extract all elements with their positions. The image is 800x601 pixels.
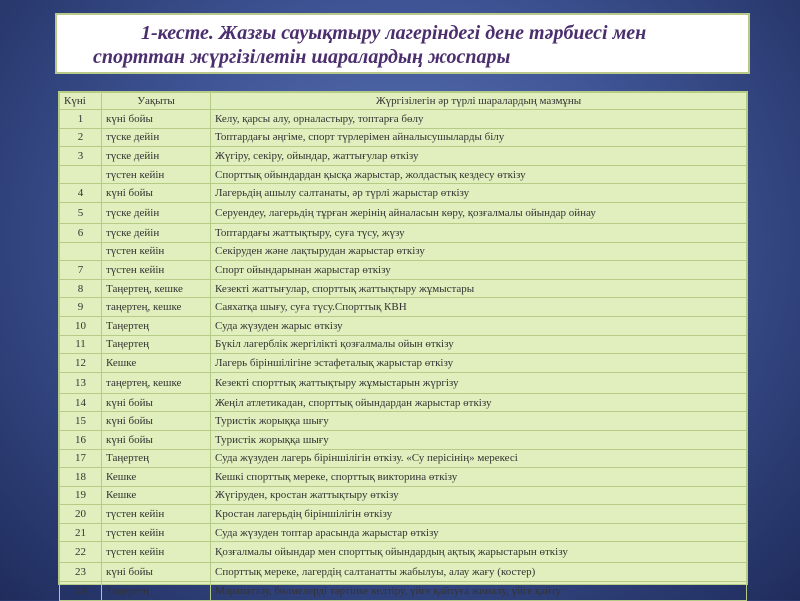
time-cell: түске дейін [102,223,211,242]
time-cell: күні бойы [102,110,211,129]
time-cell: Таңертең, кешке [102,279,211,298]
time-cell: түске дейін [102,147,211,166]
table-row [60,261,747,280]
table-row [60,582,747,601]
header-time: Уақыты [102,93,211,110]
day-cell: 18 [60,468,102,487]
day-cell: 5 [60,202,102,223]
content-cell: Суда жүзуден лагерь біріншілігін өткізу. «Су перісінің» мерекесі [211,449,747,468]
time-cell: Кешке [102,354,211,373]
content-cell: Топтардағы жаттықтыру, суға түсу, жүзу [211,223,747,242]
content-cell: Кростан лагерьдің біріншілігін өткізу [211,505,747,524]
content-cell: Лагерь біріншілігіне эстафеталық жарыстар өткізу [211,354,747,373]
day-cell: 16 [60,430,102,449]
content-cell: Марапаттау, бөлмелерді тәртіпке келтіру, үйге қайтуға жиналу, үйге қайту [211,582,747,601]
header-day: Күні [60,93,102,110]
time-cell: таңертең, кешке [102,298,211,317]
table-row [60,468,747,487]
content-cell: Кезекті спорттық жаттықтыру жұмыстарын жүргізу [211,372,747,393]
table-row [60,412,747,431]
title-line-2: спорттан жүргізілетін шаралардың жоспары [93,46,511,68]
table-row [60,542,747,563]
time-cell: Кешке [102,486,211,505]
time-cell: түстен кейін [102,242,211,261]
table-row [60,486,747,505]
content-cell: Бүкіл лагерблік жергілікті қозғалмалы ойын өткізу [211,335,747,354]
table-row [60,393,747,412]
time-cell: күні бойы [102,563,211,582]
content-cell: Спорт ойындарынан жарыстар өткізу [211,261,747,280]
content-cell: Кезекті жаттығулар, спорттық жаттықтыру жұмыстары [211,279,747,298]
day-cell [60,242,102,261]
day-cell: 23 [60,563,102,582]
table-row [60,523,747,542]
content-cell: Спорттық мереке, лагердің салтанатты жабылуы, алау жағу (костер) [211,563,747,582]
time-cell: түстен кейін [102,523,211,542]
day-cell: 8 [60,279,102,298]
title-line-1: 1-кесте. Жазғы сауықтыру лагеріндегі дене тәрбиесі мен [141,22,647,44]
time-cell: түстен кейін [102,261,211,280]
day-cell: 6 [60,223,102,242]
time-cell: түстен кейін [102,165,211,184]
table-row [60,563,747,582]
content-cell: Қозғалмалы ойындар мен спорттық ойындардың ақтық жарыстарын өткізу [211,542,747,563]
content-cell: Спорттық ойындардан қысқа жарыстар, жолдастық кездесу өткізу [211,165,747,184]
day-cell: 11 [60,335,102,354]
time-cell: түстен кейін [102,505,211,524]
content-cell: Серуендеу, лагерьдің тұрған жерінің айналасын көру, қозғалмалы ойындар ойнау [211,202,747,223]
day-cell: 13 [60,372,102,393]
content-cell: Суда жүзуден жарыс өткізу [211,316,747,335]
day-cell: 14 [60,393,102,412]
time-cell: түске дейін [102,202,211,223]
content-cell: Туристік жорыққа шығу [211,412,747,431]
content-cell: Жеңіл атлетикадан, спорттық ойындардан жарыстар өткізу [211,393,747,412]
table-row [60,184,747,203]
content-cell: Секіруден және лақтырудан жарыстар өткізу [211,242,747,261]
time-cell: Таңертең [102,582,211,601]
table-row [60,128,747,147]
day-cell: 1 [60,110,102,129]
table-row [60,505,747,524]
time-cell: Таңертең [102,449,211,468]
day-cell: 21 [60,523,102,542]
time-cell: таңертең, кешке [102,372,211,393]
day-cell: 3 [60,147,102,166]
content-cell: Жүгіру, секіру, ойындар, жаттығулар өткізу [211,147,747,166]
content-cell: Саяхатқа шығу, суға түсу.Спорттық КВН [211,298,747,317]
content-cell: Лагерьдің ашылу салтанаты, әр түрлі жарыстар өткізу [211,184,747,203]
day-cell: 4 [60,184,102,203]
title-box [55,13,750,74]
day-cell: 19 [60,486,102,505]
day-cell: 2 [60,128,102,147]
table-row [60,202,747,223]
time-cell: күні бойы [102,430,211,449]
day-cell: 20 [60,505,102,524]
table-row [60,354,747,373]
content-cell: Суда жүзуден топтар арасында жарыстар өткізу [211,523,747,542]
content-cell: Жүгіруден, кростан жаттықтыру өткізу [211,486,747,505]
table-row [60,279,747,298]
table-row [60,223,747,242]
day-cell: 15 [60,412,102,431]
table-row [60,430,747,449]
day-cell: 22 [60,542,102,563]
time-cell: түске дейін [102,128,211,147]
time-cell: түстен кейін [102,542,211,563]
table-row [60,372,747,393]
content-cell: Топтардағы әңгіме, спорт түрлерімен айналысушыларды білу [211,128,747,147]
content-cell: Келу, қарсы алу, орналастыру, топтарға бөлу [211,110,747,129]
table-row [60,298,747,317]
page-title [57,21,748,69]
table-row [60,449,747,468]
day-cell: 7 [60,261,102,280]
table-header [60,93,747,110]
time-cell: Кешке [102,468,211,487]
day-cell: 12 [60,354,102,373]
table-row [60,242,747,261]
content-cell: Туристік жорыққа шығу [211,430,747,449]
day-cell: 17 [60,449,102,468]
table-row [60,147,747,166]
time-cell: күні бойы [102,412,211,431]
header-content: Жүргізілегін әр түрлі шаралардың мазмұны [211,93,747,110]
day-cell: 9 [60,298,102,317]
time-cell: Таңертең [102,316,211,335]
time-cell: күні бойы [102,393,211,412]
time-cell: күні бойы [102,184,211,203]
table-row [60,335,747,354]
day-cell: 24 [60,582,102,601]
table-row [60,316,747,335]
day-cell [60,165,102,184]
content-cell: Кешкі спорттық мереке, спорттық викторина өткізу [211,468,747,487]
table-row [60,110,747,129]
time-cell: Таңертең [102,335,211,354]
table-row [60,165,747,184]
schedule-table [58,91,748,597]
day-cell: 10 [60,316,102,335]
